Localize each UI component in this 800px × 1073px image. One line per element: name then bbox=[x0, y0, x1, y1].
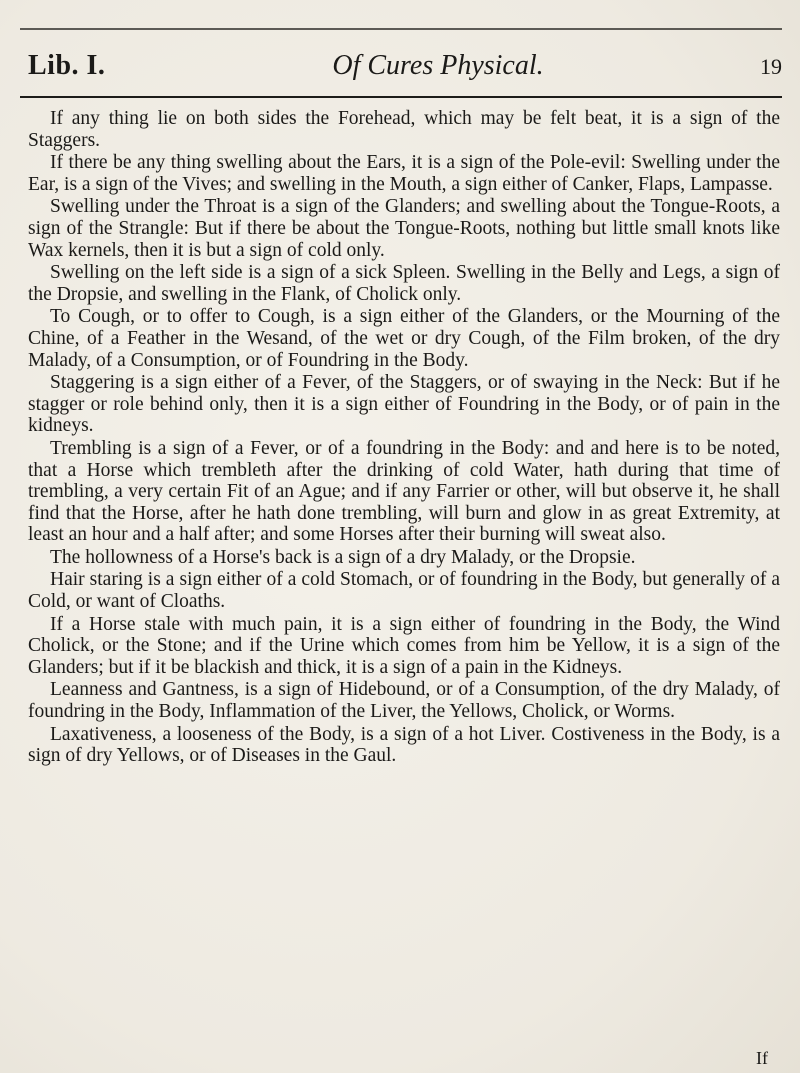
paragraph: If any thing lie on both sides the Forehead, which may be felt beat, it is a sign of the Staggers. bbox=[28, 108, 780, 151]
paragraph: The hollowness of a Horse's back is a sign of a dry Malady, or the Dropsie. bbox=[50, 546, 636, 568]
paragraph: Hair staring is a sign either of a cold Stomach, or of foundring in the Body, but generally of a Cold, or want of Cloaths. bbox=[28, 569, 780, 613]
paragraph: Swelling under the Throat is a sign of the Glanders; and swelling about the Tongue-Roots, a sign of the Strangle: But if there be about the Tongue-Roots, nothing but little small knots like Wax kernels, then it is but a sign of cold only. bbox=[28, 196, 780, 261]
paragraph: If there be any thing swelling about the Ears, it is a sign of the Pole-evil: Swelling under the Ear, is a sign of the Vives; and swelling in the Mouth, a sign either of Canker, Flaps, Lampasse. bbox=[28, 152, 780, 195]
page-number: 19 bbox=[760, 54, 782, 79]
paragraph: Staggering is a sign either of a Fever, of the Staggers, or of swaying in the Neck: But if he stagger or role behind only, then it is a sign either of Foundring in the Body, or of pain in the kidneys. bbox=[28, 372, 780, 437]
top-border-rule bbox=[20, 28, 782, 30]
paragraph: Laxativeness, a looseness of the Body, is a sign of a hot Liver. Costiveness in the Body, is a sign of dry Yellows, or of Diseases in the Gaul. bbox=[28, 723, 780, 767]
running-title: Of Cures Physical. bbox=[332, 50, 544, 81]
body-text bbox=[28, 108, 780, 768]
header-rule bbox=[20, 96, 782, 98]
catchword: If bbox=[756, 1048, 768, 1068]
paragraph: If a Horse stale with much pain, it is a sign either of foundring in the Body, the Wind Cholick, or the Stone; and if the Urine which comes from him be Yellow, it is a sign of the Glanders; but if it be blackish and thick, it is a sign of a pain in the Kidneys. bbox=[28, 613, 780, 678]
book-number: Lib. I. bbox=[28, 50, 106, 81]
paragraph: Swelling on the left side is a sign of a sick Spleen. Swelling in the Belly and Legs, a sign of the Dropsie, and swelling in the Flank, of Cholick only. bbox=[28, 262, 780, 305]
running-header bbox=[28, 50, 782, 94]
paragraph: Leanness and Gantness, is a sign of Hidebound, or of a Consumption, of the dry Malady, of foundring in the Body, Inflammation of the Liver, the Yellows, Cholick, or Worms. bbox=[28, 679, 780, 723]
paragraph: To Cough, or to offer to Cough, is a sign either of the Glanders, or the Mourning of the Chine, of a Feather in the Wesand, of the wet or dry Cough, of the Film broken, of the dry Malady, of a Consumption, or of Foundring in the Body. bbox=[28, 306, 780, 371]
paragraph: Trembling is a sign of a Fever, or of a foundring in the Body: and and here is to be noted, that a Horse which trembleth after the drinking of cold Water, hath during that time of trembling, a very certain Fit of an Ague; and if any Farrier or other, will but observe it, he shall find that the Horse, after he hath done trembling, will burn and glow in as great Extremity, at least an hour and a half after; and some Horses after their burning will sweat also. bbox=[28, 437, 780, 546]
